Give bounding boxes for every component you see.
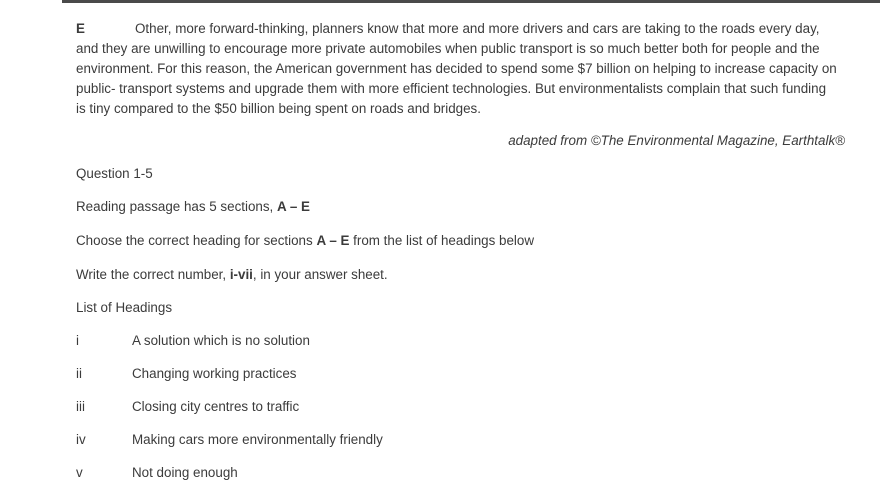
source-citation: adapted from ©The Environmental Magazine, Earthtalk® bbox=[508, 133, 845, 148]
choose-instruction bbox=[76, 231, 534, 251]
heading-text: Changing working practices bbox=[132, 366, 297, 381]
top-divider bbox=[62, 0, 880, 3]
sections-range: A – E bbox=[277, 199, 310, 214]
heading-item bbox=[76, 463, 238, 483]
passage-text: Other, more forward-thinking, planners know that more and more drivers and cars are taking to the roads every day, and they are unwilling to encourage more private automobiles when public transport is so much better both for people and the environment. For this reason, the American government has decided to spend some $7 billion on helping to increase capacity on public- transport systems and upgrade them with more efficient technologies. But environmentalists complain that such funding is tiny compared to the $50 billion being spent on roads and bridges. bbox=[76, 21, 837, 116]
sections-prefix: Reading passage has 5 sections, bbox=[76, 199, 277, 214]
heading-item bbox=[76, 364, 297, 384]
heading-text: Making cars more environmentally friendly bbox=[132, 432, 383, 447]
choose-prefix: Choose the correct heading for sections bbox=[76, 233, 317, 248]
list-title: List of Headings bbox=[76, 300, 173, 315]
choose-suffix: from the list of headings below bbox=[349, 233, 535, 248]
heading-numeral: iv bbox=[76, 432, 86, 447]
heading-item bbox=[76, 430, 383, 450]
heading-item bbox=[76, 397, 299, 417]
heading-numeral: v bbox=[76, 465, 83, 480]
heading-text: Closing city centres to traffic bbox=[132, 399, 300, 414]
write-prefix: Write the correct number, bbox=[76, 267, 230, 282]
choose-range: A – E bbox=[316, 233, 350, 248]
write-range: i-vii bbox=[229, 267, 253, 282]
heading-numeral: iii bbox=[76, 399, 85, 414]
heading-text: Not doing enough bbox=[132, 465, 238, 480]
section-letter: E bbox=[76, 21, 85, 36]
heading-text: A solution which is no solution bbox=[132, 333, 310, 348]
heading-numeral: ii bbox=[76, 366, 82, 381]
heading-item bbox=[76, 331, 310, 351]
sections-instruction bbox=[76, 197, 310, 217]
write-suffix: , in your answer sheet. bbox=[252, 267, 388, 282]
question-range: Question 1-5 bbox=[76, 166, 153, 181]
write-instruction bbox=[76, 265, 388, 285]
heading-numeral: i bbox=[76, 333, 79, 348]
passage-section-e bbox=[76, 19, 838, 119]
